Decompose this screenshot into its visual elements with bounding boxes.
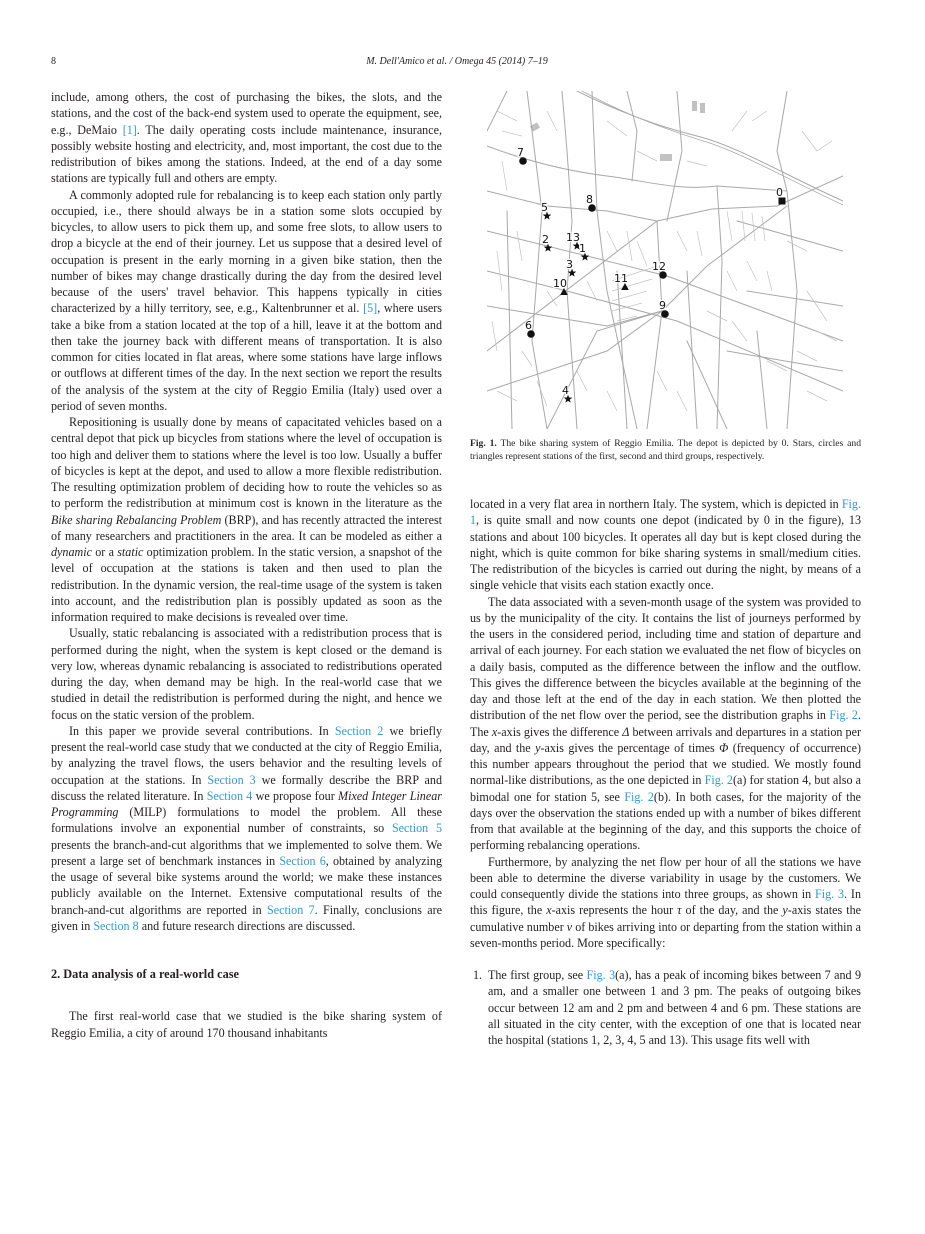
- station-marker-4-star-icon: [562, 384, 572, 403]
- term-brp: Bike sharing Rebalancing Problem: [51, 512, 222, 527]
- fig-3-link[interactable]: Fig. 3: [814, 887, 845, 901]
- station-marker-7-circle-icon: [517, 146, 527, 165]
- station-label: 1: [579, 242, 586, 255]
- station-marker-10-triangle-icon: [553, 277, 568, 295]
- fig-2b-link[interactable]: Fig. 2: [624, 789, 654, 804]
- paragraph: The data associated with a seven-month usage of the system was provided to us by the municipality of the city. It contains the list of journeys performed by the users in the considered period, including time and station of departure and arrival of each journey. For each station we evaluated the net flow of bicycles on a daily basis, computed as the difference between the inflow and the outflow. This gives the difference between the bicycles available at the beginning of the day and those left at the end of the day in each station. We then plotted the distribution of the net flow over the period, see the distribution graphs in Fig. 2. The x-axis gives the difference Δ between arrivals and departures in a station per day, and the y-axis gives the percentage of times Φ (frequency of occurrence) this number appears throughout the period that we studied. We mostly found normal-like distributions, as the one depicted in Fig. 2(a) for station 4, but also a bimodal one for station 5, see Fig. 2(b). In both cases, for the majority of the days over the observation the stations ended up with a number of bikes different from that available at the beginning of the day, and this supports the choice of performing rebalancing operations.: [470, 594, 861, 853]
- numbered-list: [470, 967, 861, 1048]
- station-marker-11-triangle-icon: [614, 272, 629, 290]
- station-marker-1-star-icon: [579, 242, 589, 261]
- station-label: 4: [562, 384, 569, 397]
- left-column: [51, 89, 442, 1041]
- paragraph: located in a very flat area in northern Italy. The system, which is depicted in Fig. 1, is quite small and now counts one depot (indicated by 0 in the figure), 13 stations and about 100 bicycles. It operates all day but is kept closed during the night, which is quite common for bike sharing systems in small/medium cities. The redistribution of the bicycles is carried out during the night, by means of a single vehicle that visits each station exactly once.: [470, 497, 861, 593]
- paragraph: In this paper we provide several contributions. In Section 2 we briefly present the real-world case study that we conducted at the city of Reggio Emilia, by analyzing the travel flows, the users behavior and the resulting levels of occupation at the stations. In Section 3 we formally describe the BRP and discuss the related literature. In Section 4 we propose four Mixed Integer Linear Programming (MILP) formulations to model the problem. All these formulations involve an exponential number of constraints, so Section 5 presents the branch-and-cut algorithms that we implemented to solve them. We present a large set of benchmark instances in Section 6, obtained by analyzing the usage of several bike systems around the world; we make these instances publicly available on the Internet. Extensive computational results of the branch-and-cut algorithms are reported in Section 7. Finally, conclusions are given in Section 8 and future research directions are discussed.: [51, 723, 443, 933]
- station-marker-6-circle-icon: [525, 319, 535, 338]
- station-label: 12: [652, 260, 666, 273]
- right-column: [470, 496, 861, 1048]
- fig-2-link[interactable]: Fig. 2: [829, 708, 858, 723]
- station-label: 3: [566, 258, 573, 271]
- station-label: 2: [542, 233, 549, 246]
- paragraph: Usually, static rebalancing is associated with a redistribution process that is performed during the night, when the system is kept closed or the demand is very low, whereas dynamic rebalancing is associated to redistributions operated during the day, when demand may be high. In the real-world case that we studied in detail the redistribution is performed during the night, and hence we focus on the static version of the problem.: [51, 626, 442, 722]
- paragraph: The first real-world case that we studied is the bike sharing system of Reggio Emilia, a city of around 170 thousand inhabitants: [51, 1009, 442, 1040]
- page-number: 8: [51, 56, 56, 67]
- station-label: 0: [776, 186, 783, 199]
- section-8-link[interactable]: Section 8: [93, 918, 139, 933]
- station-marker-3-star-icon: [566, 258, 576, 277]
- list-item: 1. The first group, see Fig. 3(a), has a peak of incoming bikes between 7 and 9 am, and a smaller one between 1 and 3 pm. The peaks of outgoing bikes occur between 12 am and 2 pm and between 4 and 6 pm. These stations are all situated in the city center, with the exception of one that is located near the hospital (stations 1, 2, 3, 4, 5 and 13). This usage fits well with: [473, 968, 861, 1047]
- section-2-link[interactable]: Section 2: [334, 723, 384, 738]
- citation-link-5[interactable]: [5]: [363, 301, 378, 316]
- figure-caption: Fig. 1. The bike sharing system of Reggio Emilia. The depot is depicted by 0. Stars, circles and triangles represent stations of the first, second and third groups, respectively.: [470, 438, 861, 463]
- station-marker-8-circle-icon: [586, 193, 596, 212]
- section-4-link[interactable]: Section 4: [206, 788, 253, 803]
- section-6-link[interactable]: Section 6: [279, 853, 326, 868]
- running-header: [51, 56, 863, 70]
- fig-3a-link[interactable]: Fig. 3: [586, 968, 616, 982]
- section-heading: 2. Data analysis of a real-world case: [51, 967, 239, 981]
- station-label: 8: [586, 193, 593, 206]
- station-label: 10: [553, 277, 567, 290]
- station-marker-12-circle-icon: [652, 260, 667, 279]
- station-marker-0-square-icon: [776, 186, 786, 205]
- section-7-link[interactable]: Section 7: [266, 902, 315, 917]
- journal-reference: M. Dell'Amico et al. / Omega 45 (2014) 7–19: [366, 56, 548, 67]
- station-label: 5: [541, 201, 548, 214]
- station-marker-2-star-icon: [542, 233, 552, 252]
- paragraph: Repositioning is usually done by means of capacitated vehicles based on a central depot that pick up bicycles from stations where the level of occupation is too high and deliver them to stations where the level is too low. Usually a buffer of bicycles is kept at the depot, and used to allow a more flexible redistribution. The resulting optimization problem of deciding how to route the vehicles so as to perform the redistribution at minimum cost is known in the literature as the Bike sharing Rebalancing Problem (BRP), and has recently attracted the interest of many researchers and practitioners in the area. It can be modeled as either a dynamic or a static optimization problem. In the static version, a snapshot of the level of occupation at the stations is taken and then used to plan the redistribution. In the dynamic version, the real-time usage of the system is taken into account, and the redistribution plan is possibly updated as soon as the information required to make decisions is revealed over time.: [51, 415, 443, 624]
- station-marker-5-star-icon: [541, 201, 551, 220]
- figure-label: Fig. 1.: [470, 438, 497, 449]
- station-label: 6: [525, 319, 532, 332]
- station-label: 7: [517, 146, 524, 159]
- section-3-link[interactable]: Section 3: [207, 772, 256, 787]
- station-label: 13: [566, 231, 580, 244]
- station-label: 9: [659, 299, 666, 312]
- station-label: 11: [614, 272, 628, 285]
- paragraph: A commonly adopted rule for rebalancing is to keep each station only partly occupied, i.e., there should always be in a station some slots occupied by bicycles, to allow users to pick them up, and some free slots, to allow users to drop a bicycle at the end of their journey. Let us suppose that a desired level of occupation is present in the early morning in a given bike station, then the number of bikes may change drastically during the day from the desired level because of the users' travel behavior. This happens typically in cities characterized by a hilly territory, see, e.g., Kaltenbrunner et al. [5], where users take a bike from a station located at the top of a hill, leave it at the bottom and then take the journey back with different means of transportation. It is also common for cities located in flat areas, where some stations have large inflows or outflows at different times of the day. In the next section we report the results of the analysis of the system at the city of Reggio Emilia (Italy) used over a period of seven months.: [51, 187, 442, 413]
- paragraph: include, among others, the cost of purchasing the bikes, the slots, and the stations, and the cost of the back-end system used to operate the equipment, see, e.g., DeMaio [1]. The daily operating costs include maintenance, insurance, possibly website hosting and electricity, and, most important, the cost due to the redistribution of bikes among the stations. Indeed, at the end of a day some stations are typically full and others are empty.: [51, 90, 442, 186]
- figure-map-reggio-emilia: [487, 91, 843, 429]
- paragraph: Furthermore, by analyzing the net flow per hour of all the stations we have been able to determine the diverse variability in usage by the customers. We could consequently divide the stations into three groups, as shown in Fig. 3. In this figure, the x-axis represents the hour τ of the day, and the y-axis states the cumulative number ν of bikes arriving into or departing from the station within a seven-months period. More specifically:: [470, 854, 861, 950]
- citation-link-1[interactable]: [1]: [122, 122, 137, 137]
- station-marker-9-circle-icon: [659, 299, 669, 318]
- section-5-link[interactable]: Section 5: [391, 821, 442, 836]
- fig-1-link[interactable]: Fig. 1: [470, 497, 861, 528]
- fig-2a-link[interactable]: Fig. 2: [704, 773, 733, 788]
